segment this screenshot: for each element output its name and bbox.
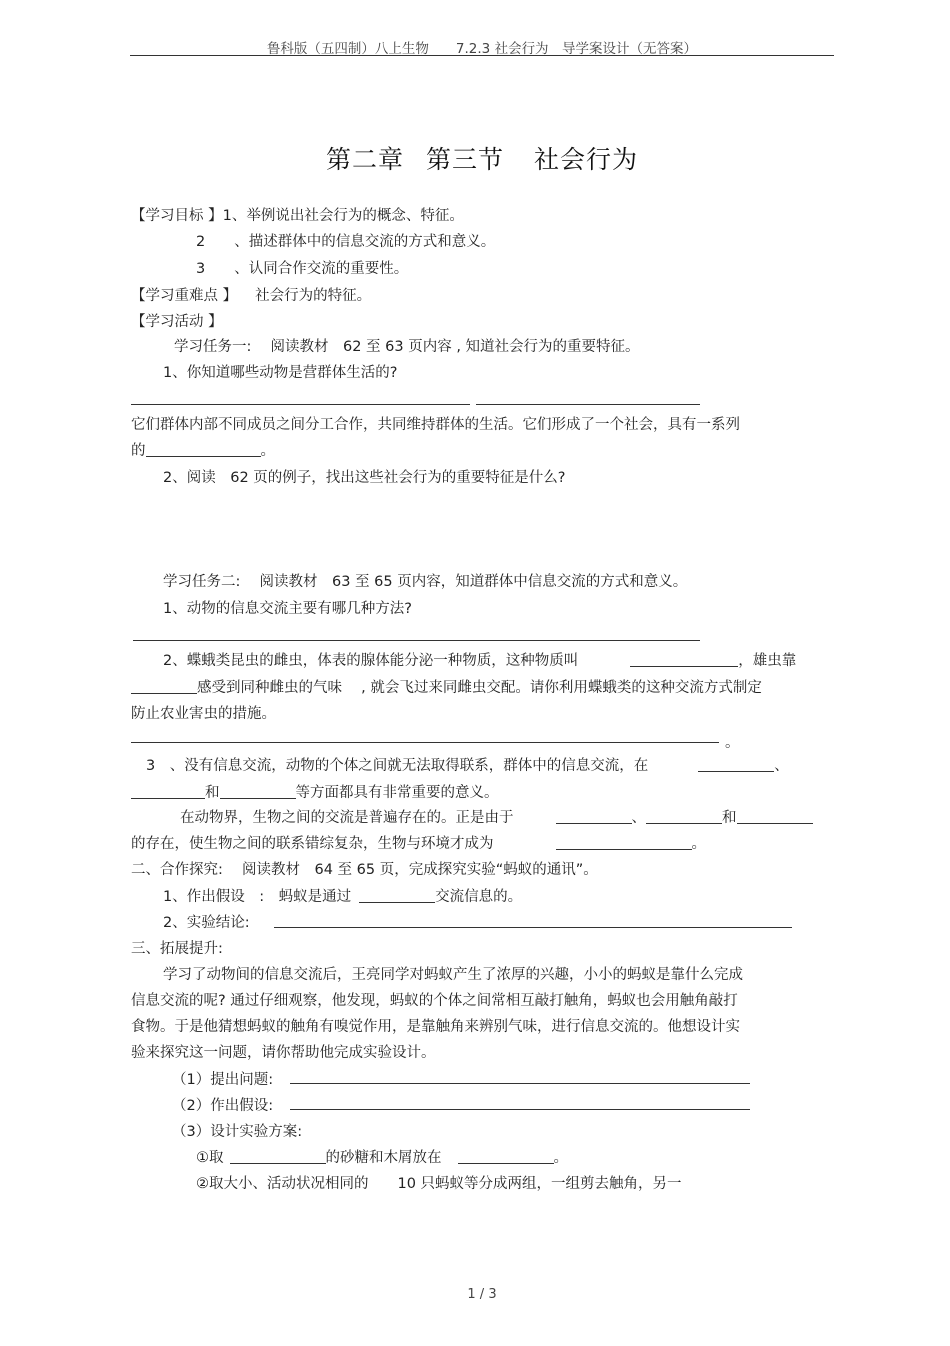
- section-3-paragraph-line: 学习了动物间的信息交流后，王亮同学对蚂蚁产生了浓厚的兴趣，小小的蚂蚁是靠什么完成: [163, 967, 743, 983]
- task1-intro: 学习任务一: 阅读教材 62 至 63 页内容 , 知道社会行为的重要特征。: [174, 339, 640, 355]
- title-topic: 社会行为: [534, 145, 639, 174]
- plan-step-1: [196, 1146, 568, 1167]
- page-header: 鲁科版（五四制）八上生物 7.2.3 社会行为 导学案设计（无答案）: [266, 41, 698, 57]
- text-fragment: 在动物界，生物之间的交流是普遍存在的。正是由于: [180, 810, 514, 826]
- text-fragment: 交流信息的。: [435, 889, 523, 905]
- section-3-paragraph-line: 信息交流的呢? 通过仔细观察，他发现，蚂蚁的个体之间常相互敲打触角，蚂蚁也会用触角敲打: [131, 993, 738, 1009]
- task2-question-2-line-3: 防止农业害虫的措施。: [131, 706, 276, 722]
- text-fragment: 等方面都具有非常重要的意义。: [295, 785, 499, 801]
- fill-blank[interactable]: [630, 652, 738, 667]
- answer-line[interactable]: [290, 1083, 750, 1084]
- text-fragment: 、: [774, 758, 789, 774]
- text-fragment: 的砂糖和木屑放在: [325, 1150, 442, 1166]
- fill-blank[interactable]: [220, 784, 296, 799]
- key-points-label: 【学习重难点 】: [131, 288, 238, 304]
- objective-3: 3 、认同合作交流的重要性。: [196, 261, 409, 277]
- text-fragment: 2、蝶蛾类昆虫的雌虫，体表的腺体能分泌一种物质，这种物质叫: [163, 653, 579, 669]
- title-section: 第三节: [425, 145, 504, 174]
- header-divider: [130, 55, 834, 56]
- task2-question-2-line-2: [131, 676, 762, 697]
- text-fragment: ①取: [196, 1150, 224, 1166]
- text-fragment: 的存在，使生物之间的联系错综复杂，生物与环境才成为: [131, 836, 494, 852]
- fill-blank[interactable]: [556, 809, 632, 824]
- title-chapter: 第二章: [325, 145, 404, 174]
- answer-line[interactable]: [274, 927, 792, 928]
- answer-line[interactable]: [133, 640, 700, 641]
- objectives-label: 【学习目标 】: [131, 208, 223, 224]
- section-2-question-1: [163, 885, 522, 906]
- fill-blank[interactable]: [359, 888, 435, 903]
- text-fragment: 。: [260, 443, 275, 459]
- text-fragment: 和: [205, 785, 220, 801]
- objective-2: 2 、描述群体中的信息交流的方式和意义。: [196, 234, 496, 250]
- fill-blank[interactable]: [556, 835, 692, 850]
- text-fragment: 、: [631, 810, 646, 826]
- task2-intro: 学习任务二: 阅读教材 63 至 65 页内容，知道群体中信息交流的方式和意义。: [163, 574, 688, 590]
- section-3-paragraph-line: 食物。于是他猜想蚂蚁的触角有嗅觉作用，是靠触角来辨别气味，进行信息交流的。他想设计实: [131, 1019, 740, 1035]
- task1-paragraph-end: [131, 439, 275, 460]
- key-points-line: [131, 284, 371, 305]
- task2-paragraph-line-1: [180, 806, 813, 827]
- answer-line[interactable]: [131, 742, 719, 743]
- task2-paragraph-line-2: [131, 832, 706, 853]
- task1-paragraph: 它们群体内部不同成员之间分工合作，共同维持群体的生活。它们形成了一个社会，具有一系列: [131, 417, 740, 433]
- fill-blank[interactable]: [458, 1149, 554, 1164]
- text-fragment: 。: [553, 1150, 568, 1166]
- key-points-text: 社会行为的特征。: [255, 288, 372, 304]
- task2-question-2-line-1: [163, 649, 796, 670]
- fill-blank[interactable]: [131, 784, 205, 799]
- answer-line[interactable]: [476, 404, 700, 405]
- text-fragment: ，雄虫靠: [738, 653, 797, 669]
- activities-label: 【学习活动 】: [131, 314, 223, 330]
- text-fragment: 。: [691, 836, 706, 852]
- task2-question-1: 1、动物的信息交流主要有哪几种方法?: [163, 601, 412, 617]
- text-fragment: 和: [722, 810, 737, 826]
- text-fragment: 3 、没有信息交流，动物的个体之间就无法取得联系，群体中的信息交流，在: [146, 758, 649, 774]
- fill-blank[interactable]: [230, 1149, 326, 1164]
- task2-question-3-line-2: [131, 781, 499, 802]
- page-number: 1 / 3: [467, 1287, 497, 1302]
- objective-1: 1、举例说出社会行为的概念、特征。: [222, 208, 464, 224]
- period-mark: 。: [725, 735, 740, 751]
- step-2-label: （2）作出假设:: [172, 1098, 274, 1114]
- task1-question-1: 1、你知道哪些动物是营群体生活的?: [163, 365, 398, 381]
- answer-line[interactable]: [131, 404, 470, 405]
- section-3-heading: 三、拓展提升:: [131, 941, 223, 957]
- section-2-heading: 二、合作探究: 阅读教材 64 至 65 页，完成探究实验“蚂蚁的通讯”。: [131, 862, 598, 878]
- text-fragment: 感受到同种雌虫的气味 , 就会飞过来同雌虫交配。请你利用蝶蛾类的这种交流方式制定: [197, 680, 762, 696]
- task1-question-2: 2、阅读 62 页的例子，找出这些社会行为的重要特征是什么?: [163, 470, 566, 486]
- document-title: [130, 140, 834, 176]
- task2-question-3-line-1: [146, 754, 789, 775]
- section-3-paragraph-line: 验来探究这一问题，请你帮助他完成实验设计。: [131, 1045, 436, 1061]
- text-fragment: 的: [131, 443, 146, 459]
- plan-step-2: ②取大小、活动状况相同的 10 只蚂蚁等分成两组，一组剪去触角，另一: [196, 1176, 682, 1192]
- section-2-question-2: 2、实验结论:: [163, 915, 250, 931]
- text-fragment: 1、作出假设 : 蚂蚁是通过: [163, 889, 352, 905]
- fill-blank[interactable]: [131, 679, 197, 694]
- objectives-line-1: [131, 204, 464, 225]
- fill-blank[interactable]: [646, 809, 722, 824]
- fill-blank[interactable]: [698, 757, 774, 772]
- step-1-label: （1）提出问题:: [172, 1072, 274, 1088]
- fill-blank[interactable]: [737, 809, 813, 824]
- step-3-label: （3）设计实验方案:: [172, 1124, 303, 1140]
- answer-line[interactable]: [290, 1109, 750, 1110]
- fill-blank[interactable]: [146, 442, 261, 457]
